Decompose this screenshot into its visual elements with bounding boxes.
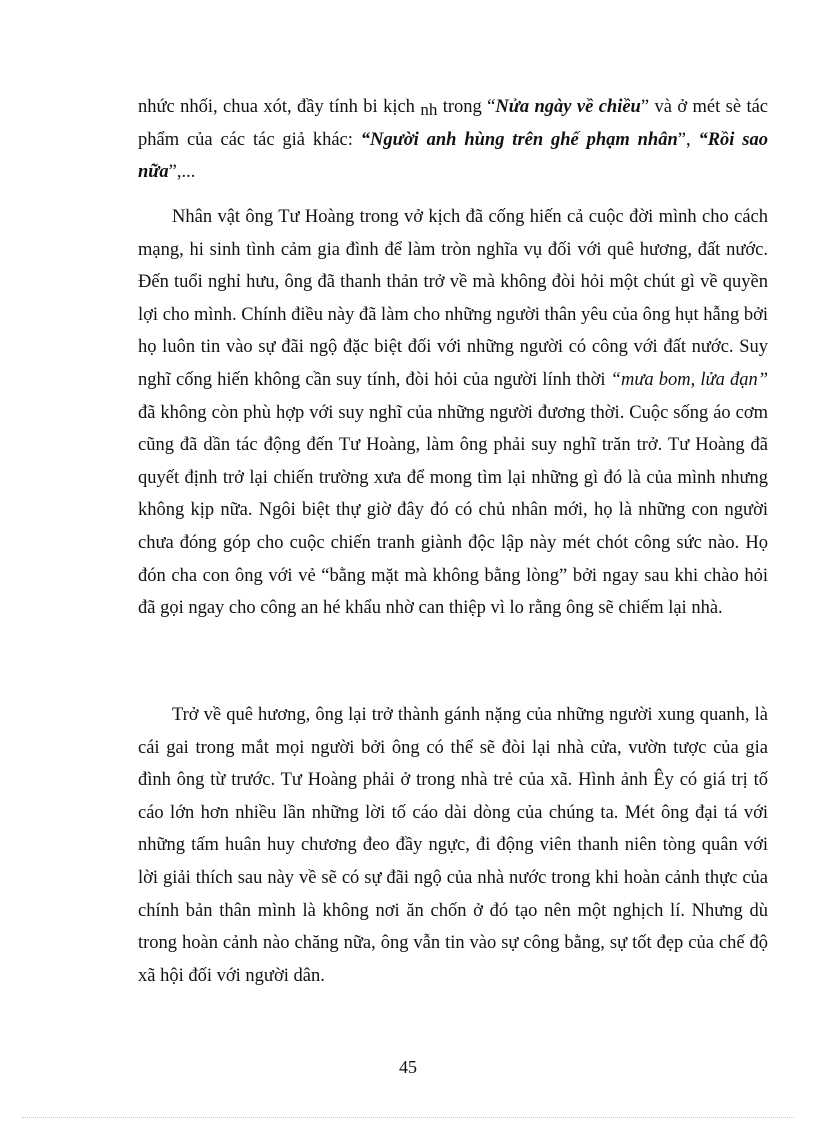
paragraph-2 bbox=[138, 201, 768, 625]
p1-title-nua-ngay-ve-chieu: Nửa ngày về chiều bbox=[495, 97, 641, 117]
p1-text-b: trong “ bbox=[437, 97, 496, 117]
page-number: 45 bbox=[399, 1057, 417, 1077]
p1-title-roi-sao-nua: “Rồi sao nữa bbox=[138, 129, 769, 183]
p2-text-a: Nhân vật ông Tư Hoàng trong vở kịch đã cống hiến cả cuộc đời mình cho cách mạng, hi sinh tình cảm gia đình để làm tròn nghĩa vụ đối với quê hương, đất nước. Đến tuổi nghỉ hưu, ông đã thanh thản trở về mà không đòi hỏi một chút gì về quyền lợi cho mình. Chính điều này đã làm cho những người thân yêu của ông hụt hẫng bởi họ luôn tin vào sự đãi ngộ đặc biệt đối với những người có công với đất nước. Suy nghĩ cống hiến không cần suy tính, đòi hỏi của người lính thời bbox=[138, 207, 768, 390]
p1-title-nguoi-anh-hung: “Người anh hùng trên ghế phạm nhân bbox=[360, 129, 678, 150]
p1-text-c: ” và ở mét sè tác phẩm của các tác giả khác: bbox=[138, 97, 769, 150]
p2-text-b: đã không còn phù hợp với suy nghĩ của những người đương thời. Cuộc sống áo cơm cũng đã dần tác động đến Tư Hoàng, làm ông phải suy nghĩ trăn trở. Tư Hoàng đã quyết định trở lại chiến trường xưa để mong tìm lại những gì đó là của mình nhưng không kịp nữa. Ngôi biệt thự giờ đây đó có chủ nhân mới, họ là những con người chưa đóng góp cho cuộc chiến tranh giành độc lập này mét chót công sức nào. Họ đón cha con ông với vẻ “bằng mặt mà không bằng lòng” bởi ngay sau khi chào hỏi đã gọi ngay cho công an hé khẩu nhờ can thiệp vì lo rằng ông sẽ chiếm lại nhà. bbox=[138, 402, 768, 619]
footer-divider bbox=[22, 1117, 794, 1118]
p1-text-d: ”, bbox=[677, 129, 699, 150]
p1-text-e: ”,... bbox=[168, 162, 196, 183]
p2-quote-mua-bom: “mưa bom, lửa đạn” bbox=[610, 369, 768, 390]
paragraph-2-text bbox=[138, 201, 768, 625]
paragraph-1 bbox=[138, 91, 768, 189]
paragraph-1-text bbox=[138, 91, 768, 189]
paragraph-3-text: Trở về quê hương, ông lại trở thành gánh nặng của những người xung quanh, là cái gai trong mắt mọi người bởi ông có thể sẽ đòi lại nhà cửa, vườn tược của gia đình ông từ trước. Tư Hoàng phải ở trong nhà trẻ của xã. Hình ảnh Êy có giá trị tố cáo lớn hơn nhiều lần những lời tố cáo dài dòng của chúng ta. Mét ông đại tá với những tấm huân huy chương đeo đầy ngực, đi động viên thanh niên tòng quân với lời giải thích sau này về sẽ có sự đãi ngộ của nhà nước trong khi hoàn cảnh thực của chính bản thân mình là không nơi ăn chốn ở đó tạo nên một nghịch lí. Nhưng dù trong hoàn cảnh nào chăng nữa, ông vẫn tin vào sự công bằng, sự tốt đẹp của chế độ xã hội đối với người dân. bbox=[138, 705, 768, 986]
paragraph-3 bbox=[138, 699, 768, 992]
p1-stray-nh: nh bbox=[420, 100, 438, 119]
p1-text-a: nhức nhối, chua xót, đầy tính bi kịch bbox=[138, 97, 421, 117]
